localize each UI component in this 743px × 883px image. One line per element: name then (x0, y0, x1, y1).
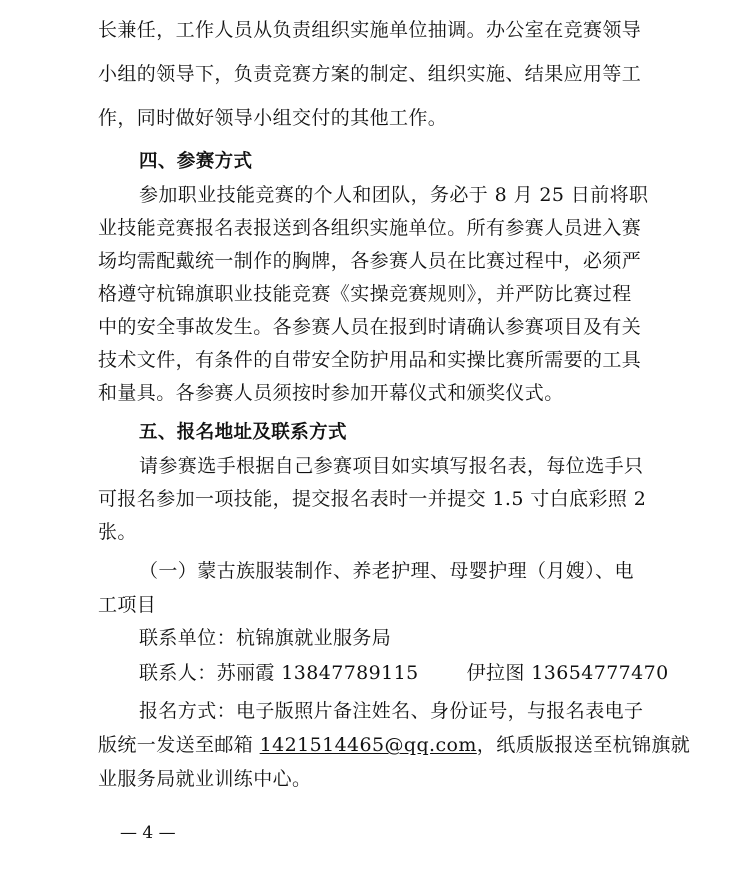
contact-person-2: 伊拉图 13654777470 (466, 662, 669, 684)
registration-prefix: 版统一发送至邮箱 (98, 734, 260, 756)
paragraph-line: 格遵守杭锦旗职业技能竞赛《实操竞赛规则》，并严防比赛过程 (98, 283, 632, 305)
paragraph-line: 和量具。各参赛人员须按时参加开幕仪式和颁奖仪式。 (98, 382, 564, 404)
section-heading-contact: 五、报名地址及联系方式 (139, 422, 347, 443)
paragraph-line: 场均需配戴统一制作的胸牌，各参赛人员在比赛过程中，必须严 (98, 250, 642, 272)
contact-people-line (139, 661, 669, 685)
paragraph-line: 中的安全事故发生。各参赛人员在报到时请确认参赛项目及有关 (98, 316, 642, 338)
registration-suffix: ，纸质版报送至杭锦旗就 (476, 734, 691, 756)
registration-line: 报名方式：电子版照片备注姓名、身份证号，与报名表电子 (139, 700, 644, 722)
email-link[interactable]: 1421514465@qq.com (259, 734, 477, 756)
section-heading-registration-method: 四、参赛方式 (139, 151, 253, 172)
contact-person-1: 苏丽霞 13847789115 (216, 662, 419, 684)
paragraph-line: 张。 (98, 521, 137, 543)
paragraph-line: 参加职业技能竞赛的个人和团队，务必于 8 月 25 日前将职 (139, 184, 649, 206)
registration-line-2 (98, 733, 690, 757)
paragraph-line: 可报名参加一项技能，提交报名表时一并提交 1.5 寸白底彩照 2 (98, 488, 647, 510)
paragraph-line: 小组的领导下，负责竞赛方案的制定、组织实施、结果应用等工 (98, 63, 642, 85)
paragraph-line: 请参赛选手根据自己参赛项目如实填写报名表，每位选手只 (139, 455, 644, 477)
paragraph-line: 业技能竞赛报名表报送到各组织实施单位。所有参赛人员进入赛 (98, 217, 642, 239)
contact-people-label: 联系人： (139, 662, 217, 684)
paragraph-line: 技术文件，有条件的自带安全防护用品和实操比赛所需要的工具 (98, 349, 642, 371)
subsection-title-line: 工项目 (98, 594, 157, 616)
paragraph-line: 作，同时做好领导小组交付的其他工作。 (98, 107, 448, 129)
page-number: — 4 — (120, 823, 176, 843)
contact-unit-line: 联系单位：杭锦旗就业服务局 (139, 627, 392, 649)
registration-line-3: 业服务局就业训练中心。 (98, 768, 312, 790)
paragraph-line: 长兼任，工作人员从负责组织实施单位抽调。办公室在竞赛领导 (98, 19, 642, 41)
subsection-title-line: （一）蒙古族服装制作、养老护理、母婴护理（月嫂）、电 (139, 560, 634, 582)
